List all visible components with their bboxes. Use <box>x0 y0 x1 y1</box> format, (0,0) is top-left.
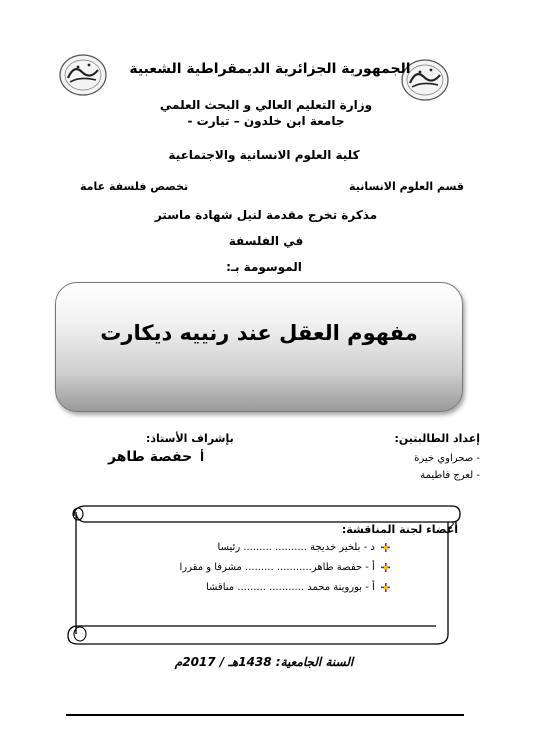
footer-rule <box>66 714 464 716</box>
committee-member-row-3 <box>206 582 390 593</box>
committee-member-row-1 <box>218 542 390 553</box>
committee-member-role: ......... مشرفا و مقررا <box>179 562 274 573</box>
committee-member-role: ......... مناقشا <box>205 582 266 593</box>
student-name-1: - صحراوي خيرة <box>414 453 480 464</box>
bullet-icon <box>381 563 390 572</box>
supervisor-prefix: أ <box>200 450 205 464</box>
thesis-title-box <box>55 282 463 412</box>
committee-member-role: ......... رئيسا <box>217 542 272 553</box>
committee-label: أعضاء لجنة المناقشة: <box>341 523 458 536</box>
memo-heading: مذكرة تخرج مقدمة لنيل شهادة ماستر <box>154 208 378 222</box>
faculty-heading: كلية العلوم الانسانية والاجتماعية <box>168 148 360 162</box>
committee-member-row-2 <box>180 562 390 573</box>
thesis-title: مفهوم العقل عند رنييه ديكارت <box>100 321 418 345</box>
bullet-icon <box>381 543 390 552</box>
student-name-2: - لعرج فاطيمة <box>420 470 480 481</box>
supervisor-name: حفصة طاهر <box>108 449 193 465</box>
titled-heading: الموسومة بـ: <box>226 260 302 274</box>
ministry-heading: وزارة التعليم العالي و البحث العلمي <box>159 98 373 112</box>
supervisor-label: بإشراف الأستاذ: <box>146 432 234 445</box>
university-heading: جامعة ابن خلدون – تيارت - <box>187 114 345 128</box>
republic-heading: الجمهورية الجزائرية الديمقراطية الشعبية <box>129 61 411 77</box>
committee-member-name: أ - حفصة طاهر........... <box>276 562 375 573</box>
committee-member-name: أ - بوروينة محمد ........... <box>269 582 375 593</box>
students-label: إعداد الطالبتين: <box>394 432 480 445</box>
field-heading: في الفلسفة <box>228 234 304 248</box>
committee-member-name: د - بلخير خديجة .......... <box>275 542 375 553</box>
specialty-label: تخصص فلسفة عامة <box>80 180 189 193</box>
department-label: قسم العلوم الانسانية <box>349 180 464 193</box>
bullet-icon <box>381 583 390 592</box>
academic-year: السنة الجامعية: 1438هـ / 2017م <box>174 655 354 669</box>
